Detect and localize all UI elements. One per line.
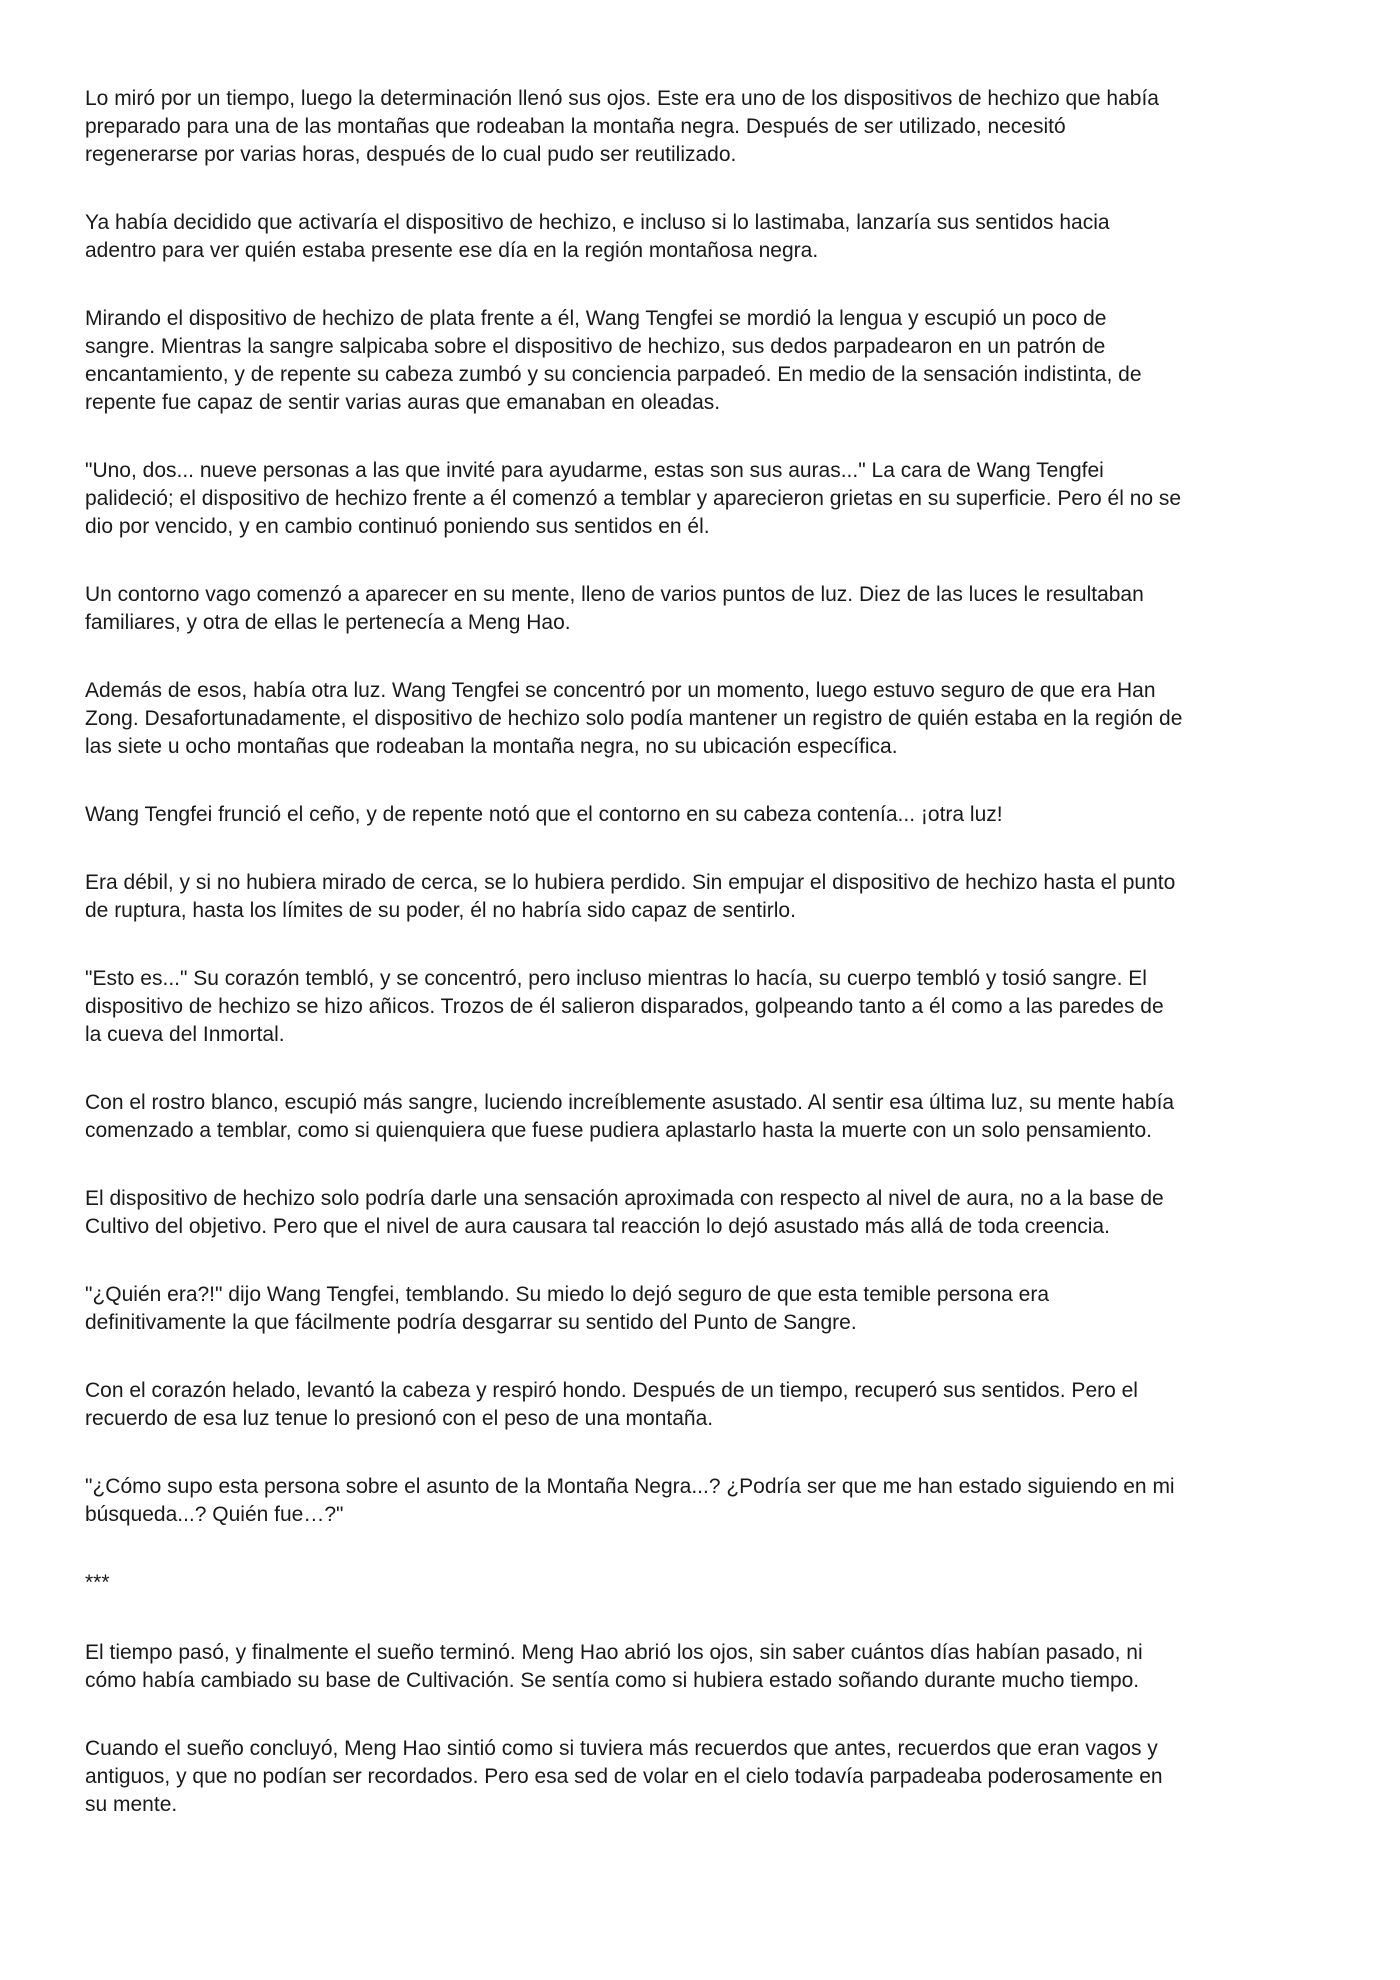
document-page bbox=[85, 85, 1325, 1859]
paragraph: Con el rostro blanco, escupió más sangre, luciendo increíblemente asustado. Al sentir esa última luz, su mente había comenzado a temblar, como si quienquiera que fuese pudiera aplastarlo hasta la muerte con un solo pensamiento. bbox=[85, 1091, 1175, 1142]
paragraph: Con el corazón helado, levantó la cabeza y respiró hondo. Después de un tiempo, recuperó sus sentidos. Pero el recuerdo de esa luz tenue lo presionó con el peso de una montaña. bbox=[85, 1379, 1138, 1430]
paragraph: Era débil, y si no hubiera mirado de cerca, se lo hubiera perdido. Sin empujar el dispositivo de hechizo hasta el punto de ruptura, hasta los límites de su poder, él no habría sido capaz de sentirlo. bbox=[85, 871, 1176, 922]
paragraph: Mirando el dispositivo de hechizo de plata frente a él, Wang Tengfei se mordió la lengua y escupió un poco de sangre. Mientras la sangre salpicaba sobre el dispositivo de hechizo, sus dedos parpadearon en un patrón de encantamiento, y de repente su cabeza zumbó y su conciencia parpadeó. En medio de la sensación indistinta, de repente fue capaz de sentir varias auras que emanaban en oleadas. bbox=[85, 307, 1142, 414]
paragraph: Además de esos, había otra luz. Wang Tengfei se concentró por un momento, luego estuvo seguro de que era Han Zong. Desafortunadamente, el dispositivo de hechizo solo podía mantener un registro de quién estaba en la región de las siete u ocho montañas que rodeaban la montaña negra, no su ubicación específica. bbox=[85, 679, 1183, 758]
paragraph: El tiempo pasó, y finalmente el sueño terminó. Meng Hao abrió los ojos, sin saber cuántos días habían pasado, ni cómo había cambiado su base de Cultivación. Se sentía como si hubiera estado soñando durante mucho tiempo. bbox=[85, 1641, 1143, 1692]
paragraph: Cuando el sueño concluyó, Meng Hao sintió como si tuviera más recuerdos que antes, recuerdos que eran vagos y antiguos, y que no podían ser recordados. Pero esa sed de volar en el cielo todavía parpadeaba poderosamente en su mente. bbox=[85, 1737, 1163, 1816]
paragraph: "¿Quién era?!" dijo Wang Tengfei, temblando. Su miedo lo dejó seguro de que esta temible persona era definitivamente la que fácilmente podría desgarrar su sentido del Punto de Sangre. bbox=[85, 1283, 1050, 1334]
paragraph: Wang Tengfei frunció el ceño, y de repente notó que el contorno en su cabeza contenía... ¡otra luz! bbox=[85, 803, 1003, 826]
paragraph: Ya había decidido que activaría el dispositivo de hechizo, e incluso si lo lastimaba, lanzaría sus sentidos hacia adentro para ver quién estaba presente ese día en la región montañosa negra. bbox=[85, 211, 1110, 262]
paragraph: Un contorno vago comenzó a aparecer en su mente, lleno de varios puntos de luz. Diez de las luces le resultaban familiares, y otra de ellas le pertenecía a Meng Hao. bbox=[85, 583, 1144, 634]
paragraph: El dispositivo de hechizo solo podría darle una sensación aproximada con respecto al nivel de aura, no a la base de Cultivo del objetivo. Pero que el nivel de aura causara tal reacción lo dejó asustado más allá de toda creencia. bbox=[85, 1187, 1164, 1238]
paragraph: Lo miró por un tiempo, luego la determinación llenó sus ojos. Este era uno de los dispositivos de hechizo que había preparado para una de las montañas que rodeaban la montaña negra. Después de ser utilizado, necesitó regenerarse por varias horas, después de lo cual pudo ser reutilizado. bbox=[85, 87, 1159, 166]
paragraph: "Esto es..." Su corazón tembló, y se concentró, pero incluso mientras lo hacía, su cuerpo tembló y tosió sangre. El dispositivo de hechizo se hizo añicos. Trozos de él salieron disparados, golpeando tanto a él como a las paredes de la cueva del Inmortal. bbox=[85, 967, 1164, 1046]
section-separator: *** bbox=[85, 1571, 110, 1594]
paragraph: "Uno, dos... nueve personas a las que invité para ayudarme, estas son sus auras..." La cara de Wang Tengfei palideció; el dispositivo de hechizo frente a él comenzó a temblar y aparecieron grietas en su superficie. Pero él no se dio por vencido, y en cambio continuó poniendo sus sentidos en él. bbox=[85, 459, 1182, 538]
paragraph: "¿Cómo supo esta persona sobre el asunto de la Montaña Negra...? ¿Podría ser que me han estado siguiendo en mi búsqueda...? Quién fue…?" bbox=[85, 1475, 1175, 1526]
